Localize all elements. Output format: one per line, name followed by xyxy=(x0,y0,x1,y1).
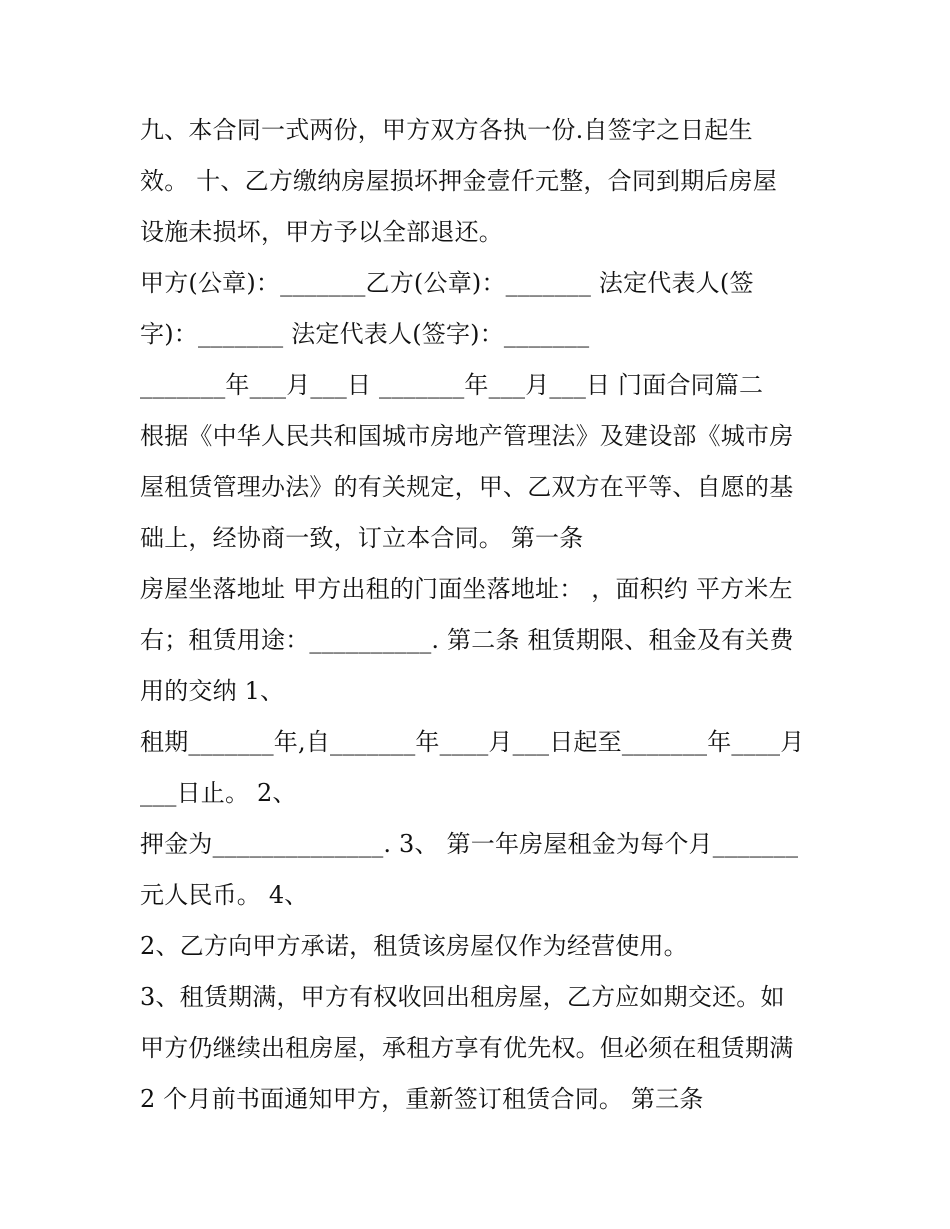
text-line: 屋租赁管理办法》的有关规定，甲、乙双方在平等、自愿的基 xyxy=(140,473,794,501)
text-line: ___日止。 2、 xyxy=(140,779,297,807)
text-line: 字)：_______ 法定代表人(签字)：_______ xyxy=(140,320,590,348)
text-line: 3、租赁期满，甲方有权收回出租房屋，乙方应如期交还。如 xyxy=(140,983,785,1011)
text-line: 2 个月前书面通知甲方，重新签订租赁合同。 第三条 xyxy=(140,1085,704,1113)
text-line: 设施未损坏，甲方予以全部退还。 xyxy=(140,218,503,246)
text-line: 甲方仍继续出租房屋，承租方享有优先权。但必须在租赁期满 xyxy=(140,1034,794,1062)
text-line: 押金为______________. 3、 第一年房屋租金为每个月_______ xyxy=(140,830,799,858)
text-line: 右；租赁用途：__________. 第二条 租赁期限、租金及有关费 xyxy=(140,626,794,654)
text-line: 效。 十、乙方缴纳房屋损坏押金壹仟元整，合同到期后房屋 xyxy=(140,167,778,195)
text-line: 元人民币。 4、 xyxy=(140,881,309,909)
text-line: 甲方(公章)：_______乙方(公章)：_______ 法定代表人(签 xyxy=(140,269,754,297)
text-line: 础上，经协商一致，订立本合同。 第一条 xyxy=(140,524,584,552)
text-line: 用的交纳 1、 xyxy=(140,677,285,705)
text-line: _______年___月___日 _______年___月___日 门面合同篇二 xyxy=(140,371,764,399)
text-line: 2、乙方向甲方承诺，租赁该房屋仅作为经营使用。 xyxy=(140,932,688,960)
text-line: 房屋坐落地址 甲方出租的门面坐落地址： ，面积约 平方米左 xyxy=(140,575,793,603)
text-line: 根据《中华人民共和国城市房地产管理法》及建设部《城市房 xyxy=(140,422,794,450)
text-line: 九、本合同一式两份，甲方双方各执一份.自签字之日起生 xyxy=(140,116,753,144)
text-line: 租期_______年,自_______年____月___日起至_______年____月 xyxy=(140,728,805,756)
